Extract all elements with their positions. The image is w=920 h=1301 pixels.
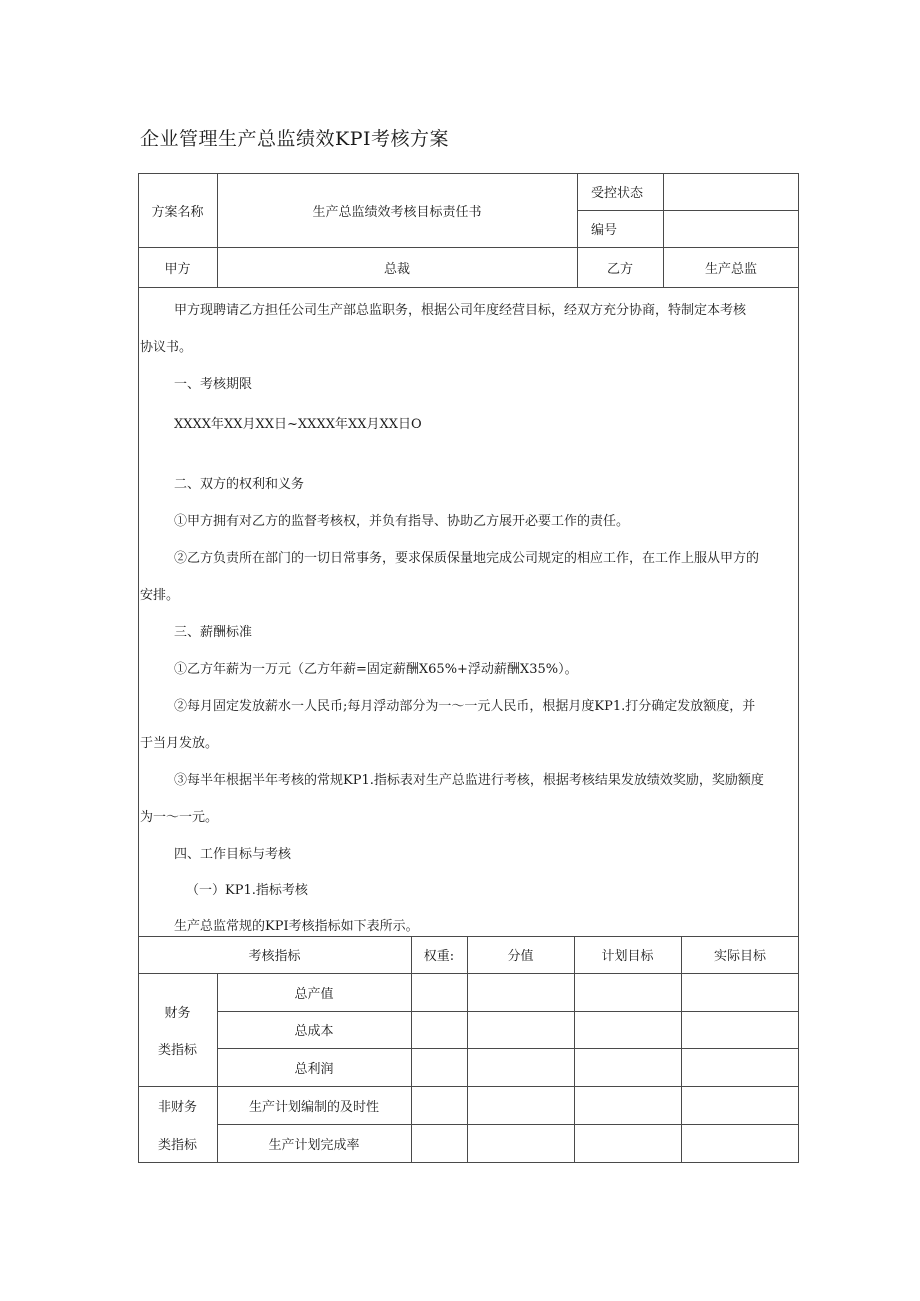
section3-item2-line1: ②每月固定发放薪水一人民币;每月浮动部分为一～一元人民币，根据月度KP1.打分确定发放额度，并: [174, 699, 756, 714]
kpi-header-actual: 实际目标: [713, 949, 766, 964]
section3-item3-line2: 为一～一元。: [140, 810, 219, 825]
scheme-name-value: 生产总监绩效考核目标责任书: [312, 204, 482, 220]
section2-heading: 二、双方的权利和义务: [174, 477, 305, 492]
kpi-row-label: 生产计划完成率: [268, 1137, 360, 1153]
kpi-row-label: 总利润: [294, 1061, 334, 1077]
section3-item3-line1: ③每半年根据半年考核的常规KP1.指标表对生产总监进行考核，根据考核结果发放绩效奖励，奖励额度: [174, 773, 764, 788]
section2-item1: ①甲方拥有对乙方的监督考核权，并负有指导、协助乙方展开必要工作的责任。: [174, 514, 630, 529]
control-status-value[interactable]: [663, 173, 799, 210]
number-label: 编号: [591, 223, 618, 238]
number-value[interactable]: [663, 210, 799, 247]
nonfinancial-group-label-line2: 类指标: [157, 1137, 197, 1153]
section3-heading: 三、薪酬标准: [174, 625, 253, 640]
kpi-row-label: 总产值: [294, 986, 334, 1002]
document-frame: [138, 173, 799, 1163]
financial-group-label-line2: 类指标: [157, 1043, 197, 1058]
section4-heading: 四、工作目标与考核: [174, 847, 292, 862]
frame-bottom-border: [138, 1162, 799, 1163]
party-b-value: 生产总监: [704, 261, 757, 277]
scheme-name-label: 方案名称: [151, 204, 204, 220]
kpi-header-weight: 权重:: [423, 949, 455, 964]
party-b-label: 乙方: [606, 261, 633, 277]
nonfinancial-group-label-line1: 非财务: [157, 1099, 197, 1115]
intro-paragraph-line2: 协议书。: [140, 340, 193, 355]
kpi-header-planned: 计划目标: [601, 949, 654, 964]
party-a-value: 总裁: [383, 261, 410, 277]
kpi-header-indicator: 考核指标: [248, 949, 301, 964]
header-table-bottom: [138, 287, 799, 288]
intro-paragraph-line1: 甲方现聘请乙方担任公司生产部总监职务，根据公司年度经营目标，经双方充分协商，特制定本考核: [174, 303, 747, 318]
section2-item2-line2: 安排。: [140, 588, 180, 603]
financial-group-label-line1: 财务: [164, 1006, 191, 1021]
section1-heading: 一、考核期限: [174, 377, 253, 392]
kpi-header-score: 分值: [507, 949, 534, 964]
kpi-row-label: 生产计划编制的及时性: [248, 1099, 379, 1115]
frame-right-border: [798, 173, 799, 1163]
kpi-row-label: 总成本: [294, 1024, 334, 1039]
section2-item2-line1: ②乙方负责所在部门的一切日常事务，要求保质保量地完成公司规定的相应工作，在工作上服从甲方的: [174, 551, 760, 566]
section4-subheading: （一）KP1.指标考核: [186, 883, 308, 898]
control-status-label: 受控状态: [591, 186, 644, 201]
party-a-label: 甲方: [164, 261, 191, 277]
section3-item2-line2: 于当月发放。: [140, 736, 219, 751]
section3-item1: ①乙方年薪为一万元（乙方年薪=固定薪酬X65%+浮动薪酬X35%）。: [174, 662, 578, 677]
kpi-table-intro: 生产总监常规的KPI考核指标如下表所示。: [174, 919, 419, 934]
document-title: 企业管理生产总监绩效KPI考核方案: [140, 128, 449, 150]
section1-period: XXXX年XX月XX日~XXXX年XX月XX日O: [174, 417, 422, 432]
